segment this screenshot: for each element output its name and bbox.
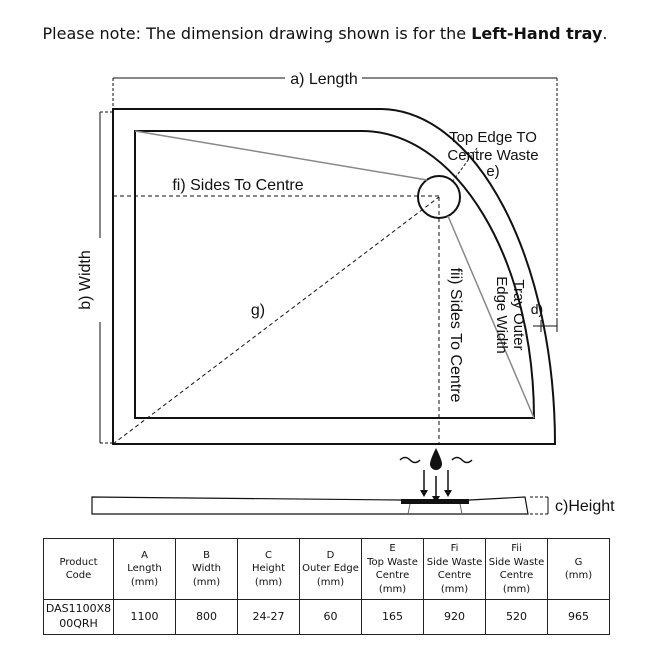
header-width: B Width (mm)	[176, 539, 238, 600]
water-wave-right-icon	[452, 458, 472, 463]
g-dim-line	[113, 197, 439, 444]
width-label: b) Width	[77, 250, 94, 310]
cell-width: 800	[176, 600, 238, 635]
fi-label: fi) Sides To Centre	[172, 177, 304, 194]
water-wave-left-icon	[400, 458, 420, 463]
g-label: g)	[250, 302, 266, 319]
header-product-code: Product Code	[44, 539, 114, 600]
tray-inner-outline	[135, 131, 534, 418]
length-label: a) Length	[290, 71, 358, 88]
cell-height: 24-27	[238, 600, 300, 635]
waste-grate-profile	[401, 499, 469, 504]
header-length: A Length (mm)	[114, 539, 176, 600]
waste-line-top	[135, 131, 427, 180]
fii-label: fii) Sides To Centre	[447, 267, 464, 403]
spec-table	[43, 538, 610, 635]
header-height: C Height (mm)	[238, 539, 300, 600]
cell-top-waste: 165	[362, 600, 424, 635]
outer-edge-label-line2: Edge Width	[493, 276, 510, 354]
outer-edge-label-line1: Tray Outer	[510, 279, 527, 351]
top-edge-label-line1: Top Edge TO	[449, 129, 537, 146]
cell-length: 1100	[114, 600, 176, 635]
note-bold: Left-Hand tray	[471, 24, 603, 43]
header-outer-edge: D Outer Edge (mm)	[300, 539, 362, 600]
cell-outer-edge: 60	[300, 600, 362, 635]
cell-product-code: DAS1100X8 00QRH	[44, 600, 114, 635]
top-edge-label-line2: Centre Waste	[447, 147, 539, 164]
height-label: c)Height	[555, 498, 615, 515]
header-side-waste-fii: Fii Side Waste Centre (mm)	[486, 539, 548, 600]
note-prefix: Please note: The dimension drawing shown is for the	[42, 24, 472, 43]
note-suffix: .	[602, 24, 608, 43]
header-g: G (mm)	[548, 539, 610, 600]
header-top-waste: E Top Waste Centre (mm)	[362, 539, 424, 600]
table-row	[44, 600, 610, 635]
cell-side-waste-fii: 520	[486, 600, 548, 635]
cell-g: 965	[548, 600, 610, 635]
cell-side-waste-fi: 920	[424, 600, 486, 635]
e-label: e)	[486, 163, 500, 180]
header-side-waste-fi: Fi Side Waste Centre (mm)	[424, 539, 486, 600]
d-label: d)	[530, 301, 544, 317]
water-drop-icon	[430, 448, 442, 470]
spec-table-header-row	[44, 539, 610, 600]
